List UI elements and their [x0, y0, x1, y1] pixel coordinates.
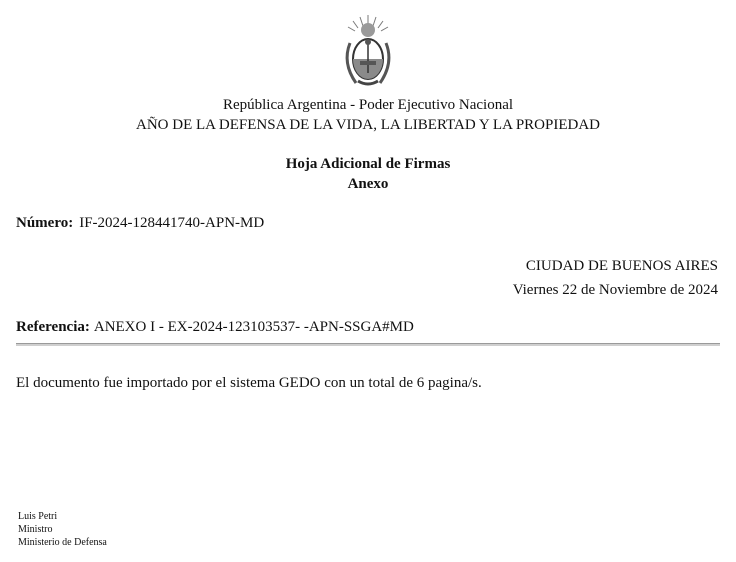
signer-role: Ministro — [18, 524, 53, 535]
header-line-1: República Argentina - Poder Ejecutivo Nacional — [222, 97, 514, 113]
referencia-value: ANEXO I - EX-2024-123103537- -APN-SSGA#MD — [93, 319, 414, 335]
header-line-2: AÑO DE LA DEFENSA DE LA VIDA, LA LIBERTAD Y LA PROPIEDAD — [135, 117, 600, 133]
signer-org: Ministerio de Defensa — [18, 537, 107, 548]
date: Viernes 22 de Noviembre de 2024 — [512, 282, 718, 298]
referencia-row — [16, 319, 414, 336]
numero-value: IF-2024-128441740-APN-MD — [79, 215, 265, 231]
city: CIUDAD DE BUENOS AIRES — [525, 258, 718, 274]
signer-name: Luis Petri — [18, 511, 58, 522]
document-subtitle: Anexo — [347, 176, 389, 192]
referencia-label: Referencia: — [16, 319, 90, 335]
coat-of-arms-icon — [336, 13, 400, 93]
divider — [16, 343, 720, 346]
body-text: El documento fue importado por el sistema GEDO con un total de 6 pagina/s. — [16, 375, 482, 391]
numero-label: Número: — [16, 215, 74, 231]
document-title: Hoja Adicional de Firmas — [285, 156, 451, 172]
numero-row — [16, 215, 264, 232]
